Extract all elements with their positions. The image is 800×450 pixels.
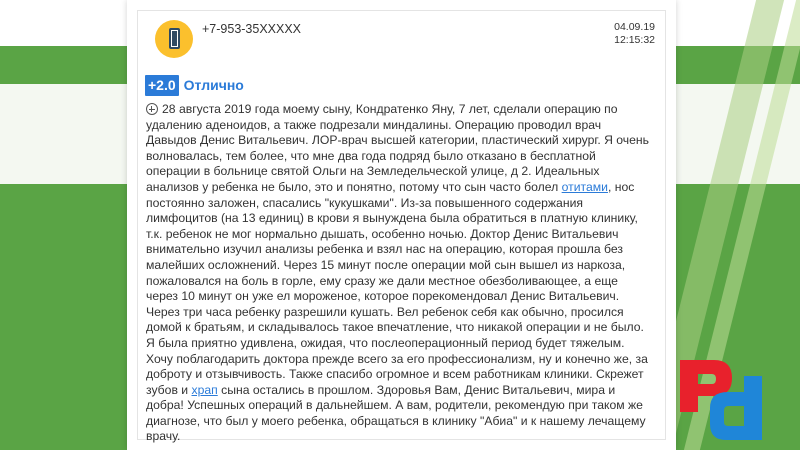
rating-label: Отлично [183,77,244,93]
review-text-part: , нос постоянно заложен, спасались "кукушками". Из-за повышенного содержания лимфоцитов (на 13 единиц) в крови я вынуждена была обратиться в платную клинику, т.к. ребенок не мог нормально дышать, особенно ночью. Доктор Денис Витальевич внимательно изучил анализы ребенка и взял нас на операцию, которая прошла без малейших осложнений. Через 15 минут после операции мой сын вышел из наркоза, пожаловался на боль в горле, ему сразу же дали местное обезболивающее, а еще через 10 минут он уже ел мороженое, которое порекомендовал Денис Витальевич. Через три часа ребенку разрешили кушать. Вел ребенок себя как обычно, просился домой к братьям, и складывалось такое впечатление, что никакой операции и не было. Я была приятно удивлена, ожидая, что послеоперационный период будет тяжелым. Хочу поблагодарить доктора прежде всего за его профессионализм, ну и конечно же, за доброту и отзывчивость. Также спасибо огромное и всем работникам клиники. Скрежет зубов и [146,179,648,397]
review-text-part: сына остались в прошлом. Здоровья Вам, Денис Витальевич, мира и добра! Успешных операций в дальнейшем. А вам, родители, рекомендую при таком же диагнозе, что был у моего ребенка, обращаться в клинику "Абиа" и к нашему лечащему врачу. [146,382,646,444]
phone-icon [169,28,180,49]
author-phone: +7-953-35XXXXX [202,22,302,36]
review-text-part: 28 августа 2019 года моему сыну, Кондратенко Яну, 7 лет, сделали операцию по удалению аденоидов, а также подрезали миндалины. Операцию проводил врач Давыдов Денис Витальевич. ЛОР-врач высшей категории, пластический хирург. Я очень волновалась, тем более, что мне два года подряд было отказано в бесплатной операции в больнице святой Ольги на Земледельческой улице, д 2. Идеальных анализов у ребенка не было, это и понятно, потому что сын часто болел [146,102,650,194]
rating-score-badge: +2.0 [145,75,179,96]
avatar [155,20,193,58]
rating-row [145,74,244,96]
pd-logo [676,356,766,446]
review-datetime [614,21,655,47]
review-date: 04.09.19 [614,21,655,33]
plus-circle-icon[interactable] [146,103,158,115]
link-snoring[interactable]: храп [191,382,218,397]
link-otitis[interactable]: отитами [561,179,608,194]
review-card-body [137,10,666,444]
review-card [127,0,676,450]
review-text [146,101,651,445]
review-time: 12:15:32 [614,34,655,46]
